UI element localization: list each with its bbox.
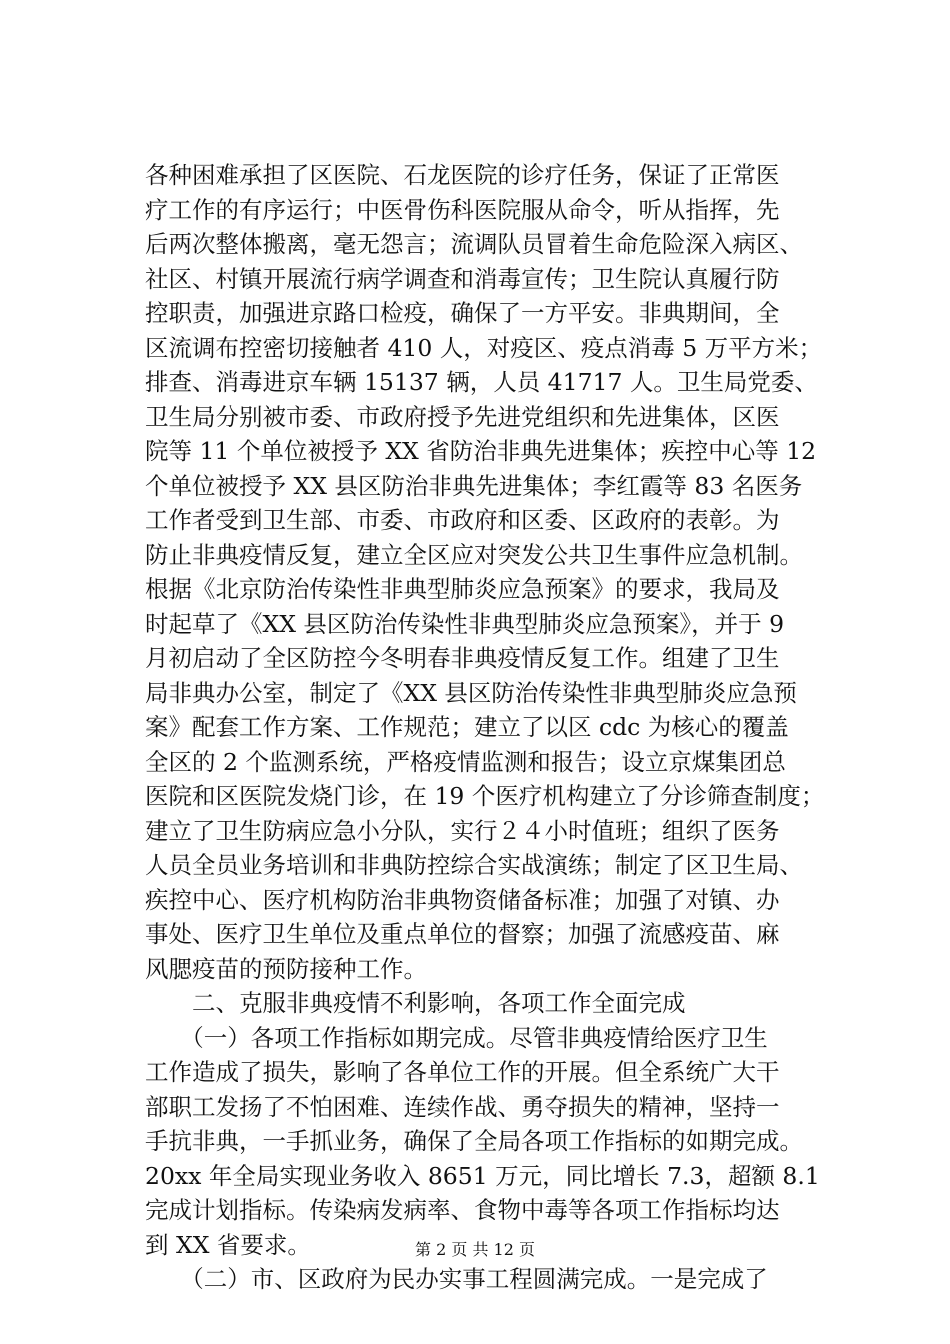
text-line: 局非典办公室，制定了《XX 县区防治传染性非典型肺炎应急预 [145, 678, 797, 707]
text-line: 20xx 年全局实现业务收入 8651 万元，同比增长 7.3，超额 8.1 [145, 1161, 820, 1190]
text-line: 建立了卫生防病应急小分队，实行２４小时值班；组织了医务 [145, 816, 780, 845]
text-line: 个单位被授予 XX 县区防治非典先进集体；李红霞等 83 名医务 [145, 471, 803, 500]
text-line: 全区的 2 个监测系统，严格疫情监测和报告；设立京煤集团总 [145, 747, 786, 776]
text-line: 防止非典疫情反复，建立全区应对突发公共卫生事件应急机制。 [145, 540, 803, 569]
text-line: 区流调布控密切接触者 410 人，对疫区、疫点消毒 5 万平方米； [145, 333, 823, 362]
text-line: 院等 11 个单位被授予 XX 省防治非典先进集体；疾控中心等 12 [145, 437, 817, 465]
text-line: 疗工作的有序运行；中医骨伤科医院服从命令，听从指挥，先 [145, 195, 780, 224]
text-line: 疾控中心、医疗机构防治非典物资储备标准；加强了对镇、办 [145, 885, 780, 914]
text-line: 排查、消毒进京车辆 15137 辆，人员 41717 人。卫生局党委、 [145, 368, 818, 396]
text-line: 时起草了《XX 县区防治传染性非典型肺炎应急预案》，并于 9 [145, 609, 785, 638]
text-line: 完成计划指标。传染病发病率、食物中毒等各项工作指标均达 [145, 1196, 780, 1224]
section-heading: 二、克服非典疫情不利影响，各项工作全面完成 [145, 989, 686, 1017]
text-line: 案》配套工作方案、工作规范；建立了以区 cdc 为核心的覆盖 [145, 713, 789, 741]
text-line: 事处、医疗卫生单位及重点单位的督察；加强了流感疫苗、麻 [145, 920, 780, 948]
text-line: 手抗非典，一手抓业务，确保了全局各项工作指标的如期完成。 [145, 1127, 803, 1155]
text-line: 月初启动了全区防控今冬明春非典疫情反复工作。组建了卫生 [145, 644, 780, 672]
text-line: 各种困难承担了区医院、石龙医院的诊疗任务，保证了正常医 [145, 161, 780, 189]
text-line: 卫生局分别被市委、市政府授予先进党组织和先进集体，区医 [145, 402, 780, 431]
page-number: 第 2 页 共 12 页 [415, 1240, 535, 1259]
document-body [145, 158, 845, 1297]
text-line: 根据《北京防治传染性非典型肺炎应急预案》的要求，我局及 [145, 575, 780, 603]
text-line: 医院和区医院发烧门诊，在 19 个医疗机构建立了分诊筛查制度； [145, 782, 825, 810]
text-line: 社区、村镇开展流行病学调查和消毒宣传；卫生院认真履行防 [145, 264, 780, 293]
text-line: 工作者受到卫生部、市委、市政府和区委、区政府的表彰。为 [145, 506, 780, 534]
text-line: 人员全员业务培训和非典防控综合实战演练；制定了区卫生局、 [145, 851, 803, 879]
text-line: 风腮疫苗的预防接种工作。 [145, 954, 427, 983]
text-line: 工作造成了损失，影响了各单位工作的开展。但全系统广大干 [145, 1058, 780, 1086]
text-line: 到 XX 省要求。 [145, 1230, 311, 1259]
text-line: 控职责，加强进京路口检疫，确保了一方平安。非典期间，全 [145, 299, 780, 327]
text-line: 部职工发扬了不怕困难、连续作战、勇夺损失的精神，坚持一 [145, 1092, 780, 1121]
page-footer [0, 1240, 950, 1260]
text-line: （二）市、区政府为民办实事工程圆满完成。一是完成了 [145, 1265, 768, 1293]
text-line: 后两次整体搬离，毫无怨言；流调队员冒着生命危险深入病区、 [145, 230, 803, 258]
text-line: （一）各项工作指标如期完成。尽管非典疫情给医疗卫生 [145, 1023, 768, 1052]
